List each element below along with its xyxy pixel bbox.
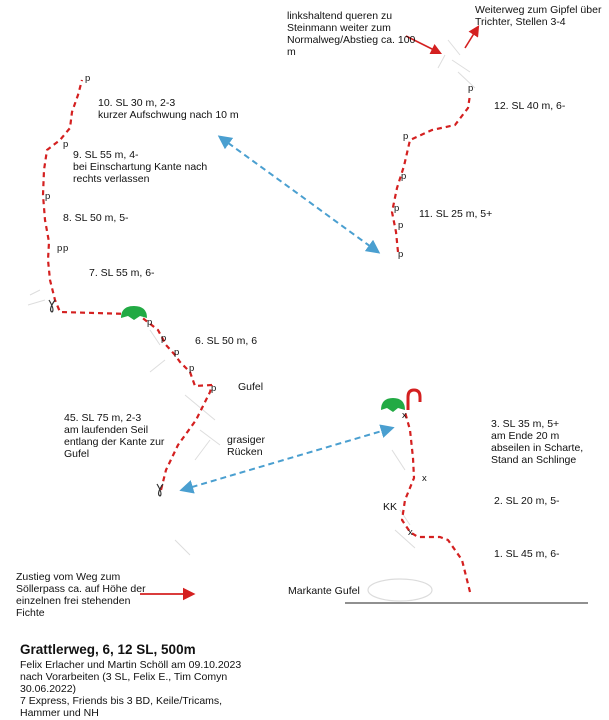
belay-p-marker: p (57, 243, 63, 254)
pitch-label-2: 2. SL 20 m, 5- (494, 495, 560, 507)
belay-p-marker: p (398, 249, 404, 260)
belay-p-marker: p (147, 317, 153, 328)
belay-p-marker: p (63, 243, 69, 254)
belay-p-marker: p (174, 347, 180, 358)
belay-p-marker: p (189, 363, 195, 374)
rock-sketch (28, 40, 475, 555)
belay-p-marker: p (394, 203, 400, 214)
route-info: Felix Erlacher und Martin Schöll am 09.10.2023 nach Vorarbeiten (3 SL, Felix E., Tim Comyn 30.06.2022) 7 Express, Friends bis 3 BD, Keile/Tricams, Hammer und NH (20, 659, 242, 719)
pitch-label-12: 12. SL 40 m, 6- (494, 100, 566, 112)
route-pitch-1-2-3 (402, 412, 470, 592)
belay-p-marker: p (211, 383, 217, 394)
pitch-label-45: 45. SL 75 m, 2-3 am laufenden Seil entlang der Kante zur Gufel (64, 412, 165, 460)
belay-p-marker: p (45, 191, 51, 202)
traverse-arrow-upper (220, 137, 378, 252)
pitch-label-3: 3. SL 35 m, 5+ am Ende 20 m abseilen in Scharte, Stand an Schlinge (491, 418, 584, 466)
rappel-hook-icon (408, 390, 420, 410)
traverse-arrow-lower (182, 428, 392, 490)
pitch-label-10: 10. SL 30 m, 2-3 kurzer Aufschwung nach 10 m (98, 97, 239, 121)
kk-label: KK (383, 501, 398, 513)
belay-p-marker: p (63, 139, 69, 150)
belay-p-marker: p (85, 73, 91, 84)
pitch-label-9: 9. SL 55 m, 4- bei Einschartung Kante nach rechts verlassen (73, 149, 208, 185)
markante-gufel-outline (368, 579, 432, 601)
bush-icon (121, 306, 147, 320)
pitch-label-8: 8. SL 50 m, 5- (63, 212, 129, 224)
belay-p-marker: p (468, 83, 474, 94)
pitch-label-11: 11. SL 25 m, 5+ (419, 208, 493, 220)
belay-p-marker: p (161, 333, 167, 344)
gufel-label: Gufel (238, 381, 264, 393)
route-pitch-45 (161, 385, 212, 490)
grasiger-ruecken-label: grasiger Rücken (227, 434, 265, 458)
bolt-x-marker: x (422, 473, 427, 484)
markante-gufel-label: Markante Gufel (288, 585, 360, 597)
pitch-label-1: 1. SL 45 m, 6- (494, 548, 560, 560)
route-title: Grattlerweg, 6, 12 SL, 500m (20, 642, 196, 657)
pitch-label-6: 6. SL 50 m, 6 (195, 335, 258, 347)
sling-icon (49, 300, 163, 496)
normalweg-label: linkshaltend queren zu Steinmann weiter zum Normalweg/Abstieg ca. 100 m (287, 10, 416, 58)
gipfel-label: Weiterweg zum Gipfel über Trichter, Stellen 3-4 (475, 4, 602, 28)
pitch-label-7: 7. SL 55 m, 6- (89, 267, 155, 279)
bolt-x-marker: x (402, 410, 407, 421)
zustieg-label: Zustieg vom Weg zum Söllerpass ca. auf Höhe der einzelnen frei stehenden Fichte (16, 571, 146, 619)
belay-p-marker: p (403, 131, 409, 142)
belay-p-marker: p (401, 171, 407, 182)
belay-p-marker: p (398, 220, 404, 231)
bolt-x-marker: x (408, 527, 413, 538)
gipfel-arrow (465, 27, 478, 48)
